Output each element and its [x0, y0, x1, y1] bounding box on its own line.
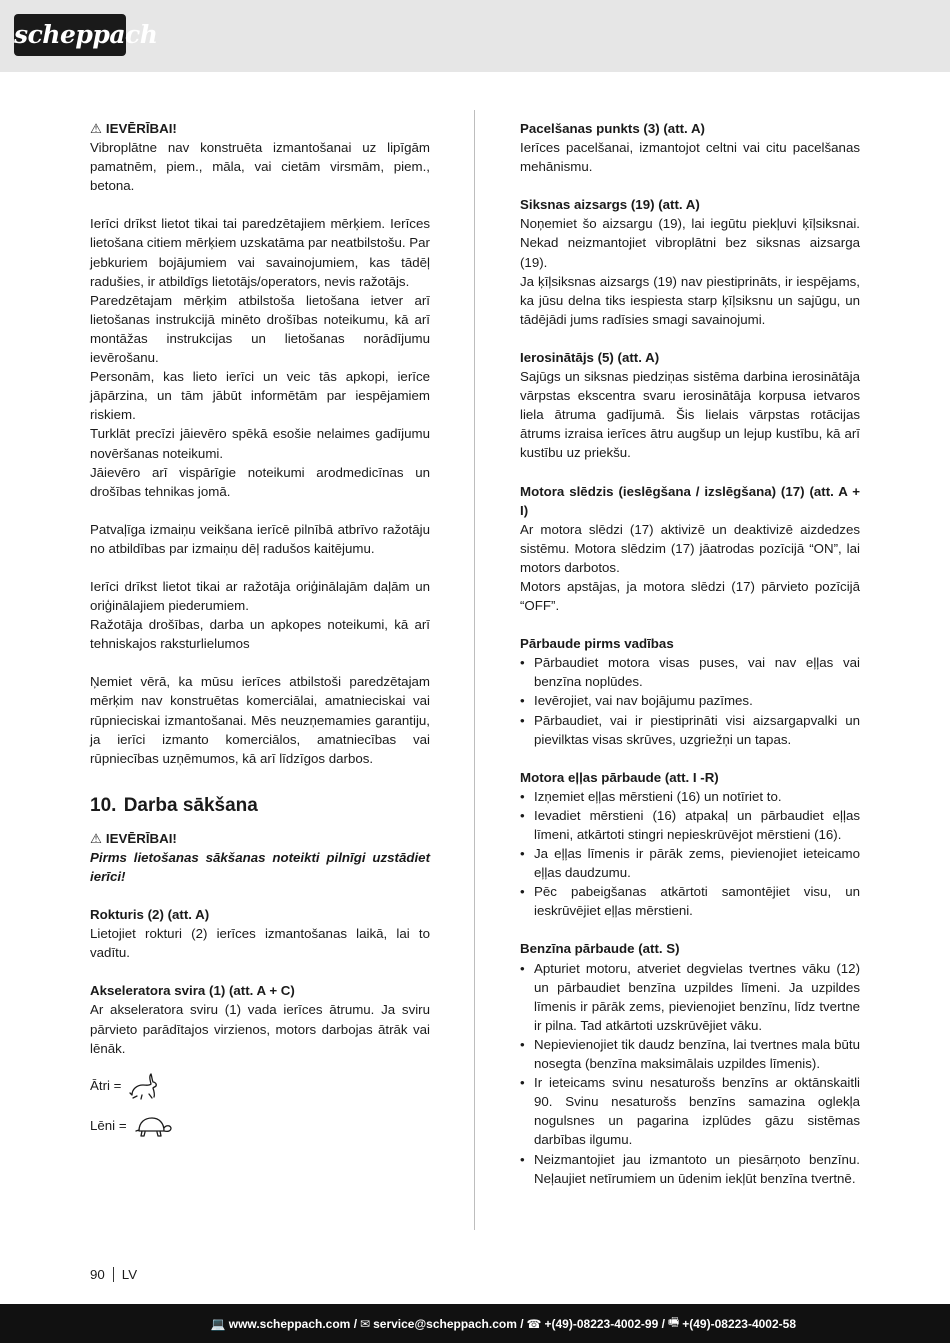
- brand-logo: scheppach: [14, 14, 126, 56]
- warning-triangle-icon: ⚠: [90, 121, 102, 136]
- speed-fast-row: [90, 1066, 430, 1106]
- bullet-list: [520, 959, 860, 1188]
- list-item: • Apturiet motoru, atveriet degvielas tvertnes vāku (12) un pārbaudiet benzīna uzpildes līmeni. Ja uzpildes līmenis ir pārāk zems, pievienojiet benzīnu, līdz tvertne ir pilna. Tad atkārtoti uzskrūvējiet vāku.: [520, 959, 860, 1035]
- list-item: • Pārbaudiet, vai ir piestiprināti visi aizsargapvalki un pievilktas visas skrūves, uzgriežņi un tapas.: [520, 711, 860, 749]
- paragraph: Patvaļīga izmaiņu veikšana ierīcē pilnībā atbrīvo ražotāju no atbildības par izmaiņu dēļ radušos kaitējumu.: [90, 521, 430, 556]
- paragraph: Ņemiet vērā, ka mūsu ierīces atbilstoši paredzētajam mērķim nav konstruētas komerciālai, amatnieciskai vai rūpnieciskai izmantošanai. Mēs neuzņemamies garantiju, ja ierīci izmanto komerciālos, amatniecības vai rūpniecības uzņēmumos, kā arī līdzīgos darbos.: [90, 674, 430, 766]
- list-item: • Izņemiet eļļas mērstieni (16) un notīriet to.: [520, 787, 860, 806]
- list-item: • Pēc pabeigšanas atkārtoti samontējiet visu, un ieskrūvējiet eļļas mērstieni.: [520, 882, 860, 920]
- subheading: Ierosinātājs (5) (att. A): [520, 349, 660, 365]
- right-column: [520, 119, 860, 1188]
- list-item: • Nepievienojiet tik daudz benzīna, lai tvertnes mala būtu nosegta (benzīna maksimālais uzpildes līmenis).: [520, 1035, 860, 1073]
- computer-icon: 💻: [210, 1316, 226, 1331]
- paragraph: Personām, kas lieto ierīci un veic tās apkopi, ierīce jāpārzina, un tām jābūt informētām par iespējamiem riskiem.: [90, 369, 430, 423]
- paragraph: Jāievēro arī vispārīgie noteikumi arodmedicīnas un drošības tehnikas jomā.: [90, 464, 430, 499]
- paragraph: Ja ķīļsiksnas aizsargs (19) nav piestiprināts, ir iespējams, ka jūsu delna tiks iespiesta starp ķīļsiksnu un sajūgu, un tādējādi jums radīsies smagi savainojumi.: [520, 273, 860, 327]
- list-item: • Ievadiet mērstieni (16) atpakaļ un pārbaudiet eļļas līmeni, atkārtoti stingri nepieskrūvējot mērstieni (16).: [520, 806, 860, 844]
- list-item: • Ir ieteicams svinu nesaturošs benzīns ar oktānskaitli 90. Svinu nesaturošs benzīns samazina oglekļa nogulsnes un pagarina izplūdes gāzu sistēmas darbības ilgumu.: [520, 1073, 860, 1149]
- list-item: • Ievērojiet, vai nav bojājumu pazīmes.: [520, 691, 860, 710]
- list-item: • Neizmantojiet jau izmantoto un piesārņoto benzīnu. Neļaujiet netīrumiem un ūdenim iekļūt benzīna tvertnē.: [520, 1150, 860, 1188]
- subheading: Siksnas aizsargs (19) (att. A): [520, 197, 700, 213]
- bullet-list: [520, 787, 860, 921]
- bullet-list: [520, 653, 860, 748]
- phone-icon: ☎: [526, 1316, 542, 1331]
- paragraph: Ierīces pacelšanai, izmantojot celtni vai citu pacelšanas mehānismu.: [520, 140, 860, 175]
- fax-icon: 🖷: [667, 1315, 680, 1329]
- subheading: Benzīna pārbaude (att. S): [520, 941, 680, 957]
- speed-slow-row: [90, 1106, 430, 1146]
- page-header: [0, 0, 950, 72]
- subheading: Pārbaude pirms vadības: [520, 636, 674, 652]
- slow-label: Lēni =: [90, 1118, 127, 1134]
- footer-email: service@scheppach.com /: [373, 1316, 524, 1331]
- warning-heading: ⚠ IEVĒRĪBAI!: [90, 121, 177, 136]
- warning-text: Pirms lietošanas sākšanas noteikti pilnīgi uzstādiet ierīci!: [90, 849, 430, 884]
- page-number: 90 LV: [90, 1267, 138, 1282]
- subheading: Motora slēdzis (ieslēgšana / izslēgšana) (17) (att. A + I): [520, 483, 860, 518]
- paragraph: Ierīci drīkst lietot tikai ar ražotāja oriģinālajām daļām un oriģinālajiem piederumiem.: [90, 578, 430, 614]
- warning-triangle-icon: ⚠: [90, 830, 102, 846]
- list-item: • Pārbaudiet motora visas puses, vai nav eļļas vai benzīna noplūdes.: [520, 653, 860, 691]
- hare-icon: [127, 1070, 159, 1102]
- column-divider: [474, 110, 475, 1230]
- paragraph: Ar motora slēdzi (17) aktivizē un deaktivizē aizdedzes sistēmu. Motora slēdzim (17) jāatrodas pozīcijā “ON”, lai motors darbotos.: [520, 521, 860, 575]
- paragraph: Lietojiet rokturi (2) ierīces izmantošanas laikā, lai to vadītu.: [90, 926, 430, 961]
- page-footer: [0, 1304, 950, 1343]
- paragraph: Ar akseleratora sviru (1) vada ierīces ātrumu. Ja sviru pārvieto parādītajos virzienos, motors darbojas ātrāk vai lēnāk.: [90, 1002, 430, 1056]
- footer-phone: +(49)-08223-4002-99 /: [544, 1316, 665, 1331]
- section-heading: 10. Darba sākšana: [90, 794, 258, 816]
- paragraph: Motors apstājas, ja motora slēdzi (17) pārvieto pozīcijā “OFF”.: [520, 578, 860, 614]
- mail-icon: ✉: [360, 1316, 371, 1331]
- footer-website: www.scheppach.com /: [228, 1316, 358, 1331]
- footer-fax: +(49)-08223-4002-58: [682, 1316, 796, 1331]
- paragraph: Ierīci drīkst lietot tikai tai paredzētajiem mērķiem. Ierīces lietošana citiem mērķiem uzskatāma par neatbilstošu. Par jebkuriem bojājumiem vai savainojumiem, kas tādēļ radušies, ir atbildīgs lietotājs/operators, nevis ražotājs.: [90, 216, 430, 289]
- subheading: Akseleratora svira (1) (att. A + C): [90, 983, 295, 999]
- subheading: Motora eļļas pārbaude (att. I -R): [520, 769, 719, 785]
- turtle-icon: [133, 1111, 173, 1141]
- list-item: • Ja eļļas līmenis ir pārāk zems, pievienojiet ieteicamo eļļas daudzumu.: [520, 844, 860, 882]
- paragraph: Noņemiet šo aizsargu (19), lai iegūtu piekļuvi ķīļsiksnai. Nekad neizmantojiet vibroplātni bez siksnas aizsarga (19).: [520, 216, 860, 270]
- warning-heading: ⚠ IEVĒRĪBAI!: [90, 830, 177, 846]
- subheading: Rokturis (2) (att. A): [90, 907, 210, 923]
- warning-text: Vibroplātne nav konstruēta izmantošanai uz lipīgām pamatnēm, piem., māla, vai cietām virsmām, piem., betona.: [90, 140, 430, 194]
- fast-label: Ātri =: [90, 1078, 122, 1094]
- left-column: [90, 119, 430, 1146]
- paragraph: Sajūgs un siksnas piedziņas sistēma darbina ierosinātāja vārpstas ekscentra svaru ierosinātāja korpusa ietvaros liela ātruma gadījumā. Šis lielais vārpstas rotācijas ātrums izraisa ierīces ātru augšup un lejup kustību, kā arī kustību uz priekšu.: [520, 369, 860, 461]
- paragraph: Turklāt precīzi jāievēro spēkā esošie nelaimes gadījumu novēršanas noteikumi.: [90, 426, 430, 461]
- subheading: Pacelšanas punkts (3) (att. A): [520, 121, 705, 136]
- page-number-divider: [113, 1267, 114, 1282]
- paragraph: Paredzētajam mērķim atbilstoša lietošana ietver arī lietošanas instrukcijā minēto drošības noteikumu, kā arī montāžas instrukcijas un lietošanas norādījumu ievērošanu.: [90, 292, 430, 366]
- paragraph: Ražotāja drošības, darba un apkopes noteikumi, kā arī tehniskajos raksturlielumos: [90, 617, 430, 652]
